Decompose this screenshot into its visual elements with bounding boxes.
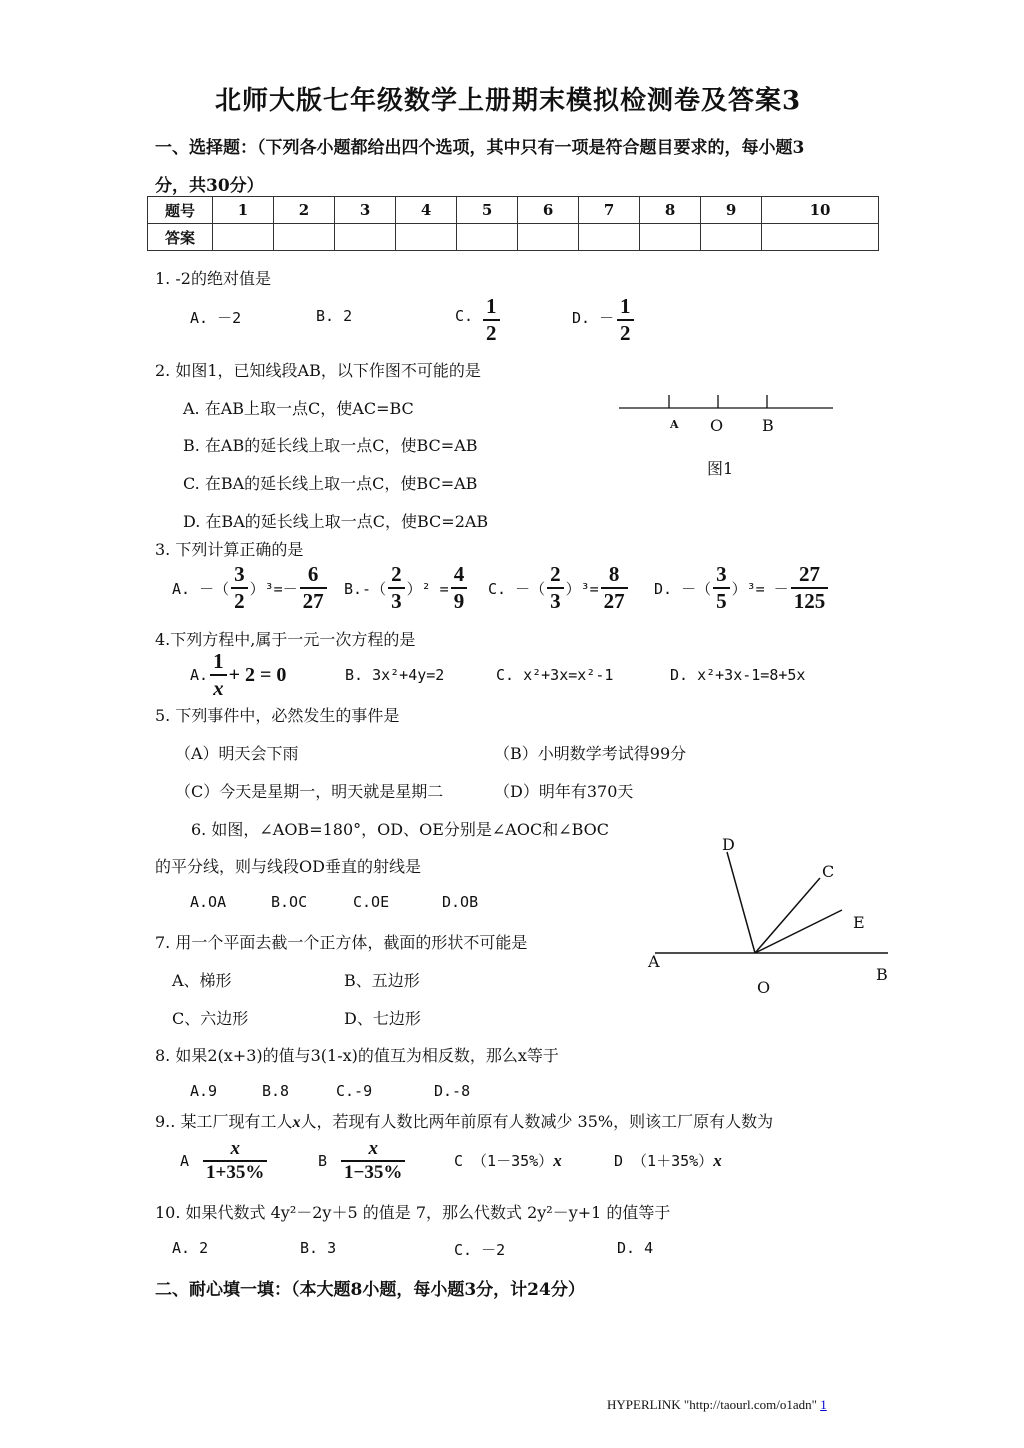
answer-table-answer-row — [148, 224, 879, 251]
q1-option-c-fraction — [483, 294, 500, 346]
q9-a-label: A — [180, 1152, 190, 1170]
fraction-numerator: 8 — [601, 562, 628, 589]
fraction-denominator: 1−35% — [344, 1162, 403, 1183]
q9-stem — [155, 1109, 773, 1132]
fraction-numerator: 6 — [300, 562, 327, 589]
q3-d-prefix: D. －（ — [654, 579, 712, 598]
figure-1-caption: 图1 — [707, 459, 734, 478]
q2-option-a: A. 在AB上取一点C，使AC=BC — [183, 399, 414, 418]
q2-option-c: C. 在BA的延长线上取一点C，使BC=AB — [183, 474, 478, 493]
q4-option-d: D. x²+3x-1=8+5x — [670, 666, 806, 684]
q3-a-mid: ）³=－ — [249, 579, 298, 598]
fraction-numerator: x — [341, 1138, 405, 1162]
fraction-denominator: 5 — [716, 589, 727, 613]
fraction-denominator: 3 — [391, 589, 402, 613]
table-cell-number: 4 — [396, 197, 457, 224]
q1-option-c: C. — [455, 307, 474, 325]
q10-stem: 10. 如果代数式 4y²－2y＋5 的值是 7，那么代数式 2y²－y+1 的值等于 — [155, 1203, 671, 1222]
q6-option-c: C.OE — [353, 893, 390, 911]
answer-blank-cell[interactable] — [213, 224, 274, 251]
q7-option-c: C、六边形 — [172, 1009, 249, 1028]
row-label-answer: 答案 — [148, 224, 213, 251]
q6-stem-line2: 的平分线，则与线段OD垂直的射线是 — [155, 857, 421, 876]
fraction-numerator: 1 — [210, 649, 227, 676]
q9-d-x: x — [713, 1151, 722, 1170]
fraction-numerator: 3 — [231, 562, 248, 589]
q5-option-a: （A）明天会下雨 — [175, 744, 299, 763]
q8-stem: 8. 如果2(x+3)的值与3(1-x)的值互为相反数，那么x等于 — [155, 1046, 559, 1065]
table-cell-number: 10 — [762, 197, 879, 224]
figure-1-label-o: O — [710, 416, 724, 435]
answer-blank-cell[interactable] — [579, 224, 640, 251]
q9-option-a — [180, 1136, 267, 1186]
table-cell-number: 5 — [457, 197, 518, 224]
answer-blank-cell[interactable] — [335, 224, 396, 251]
fraction-numerator: 3 — [713, 562, 730, 589]
q10-option-d: D. 4 — [617, 1239, 654, 1257]
fraction-numerator: x — [203, 1138, 267, 1162]
fraction-denominator: 9 — [453, 589, 465, 613]
q1-option-d-fraction — [617, 294, 634, 346]
fraction-numerator: 27 — [791, 562, 829, 589]
q10-option-a: A. 2 — [172, 1239, 209, 1257]
figure-label-d: D — [722, 835, 735, 854]
q7-option-a: A、梯形 — [172, 971, 232, 990]
q3-a-prefix: A. －（ — [172, 579, 230, 598]
q5-option-d: （D）明年有370天 — [494, 782, 634, 801]
answer-table-number-row — [148, 197, 879, 224]
q3-c-mid: ）³= — [565, 579, 599, 598]
q6-option-d: D.OB — [442, 893, 479, 911]
q8-option-c: C.-9 — [336, 1082, 373, 1100]
q2-option-b: B. 在AB的延长线上取一点C，使BC=AB — [183, 436, 478, 455]
figure-label-e: E — [853, 913, 865, 932]
table-cell-number: 8 — [640, 197, 701, 224]
figure-1-label-b: B — [762, 416, 774, 435]
footer — [607, 1397, 827, 1413]
fraction-denominator: 3 — [550, 589, 561, 613]
q3-option-d — [654, 562, 828, 614]
fraction-denominator: 1+35% — [206, 1162, 265, 1183]
q1-stem: 1. -2的绝对值是 — [155, 269, 271, 288]
fraction-denominator: 125 — [793, 589, 826, 613]
figure-1-segment — [615, 388, 840, 443]
section1-heading-line2: 分，共30分） — [155, 176, 264, 196]
q2-stem: 2. 如图1，已知线段AB，以下作图不可能的是 — [155, 361, 481, 380]
q3-b-mid: ）² = — [406, 579, 449, 598]
page-number: 1 — [820, 1397, 827, 1412]
q9-stem-prefix: 9.. 某工厂现有工人 — [155, 1112, 293, 1131]
q3-b-prefix: B.-（ — [344, 579, 387, 598]
q9-d-text: D （1＋35%） — [614, 1152, 714, 1170]
q8-option-a: A.9 — [190, 1082, 218, 1100]
fraction-numerator: 2 — [388, 562, 405, 589]
answer-blank-cell[interactable] — [701, 224, 762, 251]
q3-stem: 3. 下列计算正确的是 — [155, 540, 304, 559]
q5-option-b: （B）小明数学考试得99分 — [494, 744, 687, 763]
q3-c-prefix: C. －（ — [488, 579, 546, 598]
q7-option-d: D、七边形 — [344, 1009, 421, 1028]
answer-table — [147, 196, 879, 251]
q9-b-label: B — [318, 1152, 328, 1170]
q9-option-c — [454, 1150, 562, 1171]
q3-option-a — [172, 562, 327, 614]
answer-blank-cell[interactable] — [396, 224, 457, 251]
page-title: 北师大版七年级数学上册期末模拟检测卷及答案3 — [215, 86, 802, 116]
fraction-numerator: 1 — [483, 294, 500, 321]
answer-blank-cell[interactable] — [518, 224, 579, 251]
q8-option-b: B.8 — [262, 1082, 290, 1100]
q9-stem-x: x — [292, 1114, 301, 1131]
figure-label-o: O — [757, 978, 771, 997]
q9-c-x: x — [553, 1151, 562, 1170]
table-cell-number: 1 — [213, 197, 274, 224]
fraction-denominator: 27 — [302, 589, 324, 613]
q1-option-d: D. － — [572, 309, 615, 327]
table-cell-number: 7 — [579, 197, 640, 224]
q9-stem-suffix: 人，若现有人数比两年前原有人数减少 35%，则该工厂原有人数为 — [300, 1112, 774, 1131]
section2-heading: 二、耐心填一填：（本大题8小题，每小题3分，计24分） — [155, 1280, 585, 1300]
table-cell-number: 3 — [335, 197, 396, 224]
q4-a-post: + 2 = 0 — [228, 663, 287, 686]
q3-option-b — [344, 562, 467, 614]
row-label-number: 题号 — [148, 197, 213, 224]
fraction-numerator: 1 — [617, 294, 634, 321]
figure-label-a: A — [648, 952, 660, 971]
table-cell-number: 2 — [274, 197, 335, 224]
q1-option-b: B. 2 — [316, 307, 353, 325]
table-cell-number: 9 — [701, 197, 762, 224]
q10-option-c: C. －2 — [454, 1241, 506, 1259]
answer-blank-cell[interactable] — [274, 224, 335, 251]
q8-option-d: D.-8 — [434, 1082, 471, 1100]
fraction-numerator: 4 — [451, 562, 468, 589]
q7-stem: 7. 用一个平面去截一个正方体，截面的形状不可能是 — [155, 933, 528, 952]
answer-blank-cell[interactable] — [457, 224, 518, 251]
footer-hyperlink-text[interactable]: HYPERLINK "http://taourl.com/o1adn" — [607, 1397, 817, 1412]
fraction-denominator: x — [213, 676, 224, 700]
section1-heading-line1: 一、选择题：（下列各小题都给出四个选项，其中只有一项是符合题目要求的，每小题3 — [155, 138, 805, 158]
q9-option-d — [614, 1150, 722, 1171]
q3-d-mid: ）³= － — [731, 579, 789, 598]
fraction-denominator: 2 — [486, 321, 497, 345]
figure-1-label-a: A — [670, 418, 679, 431]
q4-option-b: B. 3x²+4y=2 — [345, 666, 445, 684]
q3-option-c — [488, 562, 628, 614]
q1-option-a: A. －2 — [190, 309, 242, 327]
figure-label-c: C — [822, 862, 835, 881]
q7-option-b: B、五边形 — [344, 971, 420, 990]
table-cell-number: 6 — [518, 197, 579, 224]
fraction-denominator: 2 — [234, 589, 245, 613]
answer-blank-cell[interactable] — [762, 224, 879, 251]
q4-option-c: C. x²+3x=x²-1 — [496, 666, 614, 684]
q4-a-prefix: A. — [190, 666, 209, 684]
q2-option-d: D. 在BA的延长线上取一点C，使BC=2AB — [183, 512, 489, 531]
q9-option-b — [318, 1136, 405, 1186]
q4-option-a — [190, 650, 286, 700]
fraction-numerator: 2 — [547, 562, 564, 589]
figure-label-b: B — [876, 965, 888, 984]
answer-blank-cell[interactable] — [640, 224, 701, 251]
q6-option-a: A.OA — [190, 893, 227, 911]
q5-option-c: （C）今天是星期一，明天就是星期二 — [175, 782, 444, 801]
fraction-denominator: 27 — [603, 589, 625, 613]
q6-stem-line1: 6. 如图，∠AOB=180°，OD、OE分别是∠AOC和∠BOC — [191, 820, 610, 839]
q6-option-b: B.OC — [271, 893, 308, 911]
q10-option-b: B. 3 — [300, 1239, 337, 1257]
q5-stem: 5. 下列事件中，必然发生的事件是 — [155, 706, 400, 725]
q9-c-text: C （1－35%） — [454, 1152, 554, 1170]
q4-stem: 4.下列方程中,属于一元一次方程的是 — [155, 630, 416, 649]
fraction-denominator: 2 — [620, 321, 631, 345]
